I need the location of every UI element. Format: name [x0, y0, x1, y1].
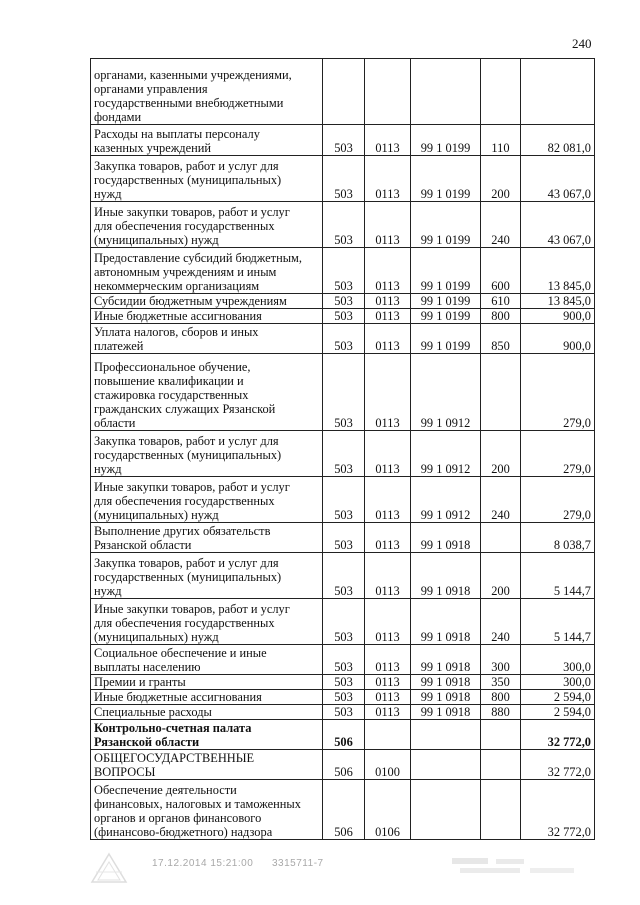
- row-vr: 800: [481, 309, 521, 324]
- row-cs: 99 1 0918: [411, 553, 481, 599]
- row-vr: [481, 354, 521, 431]
- row-vr: 240: [481, 599, 521, 645]
- row-name: Иные закупки товаров, работ и услуг для обеспечения государственных (муниципальных) нужд: [91, 599, 323, 645]
- row-vr: 200: [481, 431, 521, 477]
- row-vr: 240: [481, 202, 521, 248]
- stamp-icon: [88, 852, 130, 886]
- row-name: Обеспечение деятельности финансовых, налоговых и таможенных органов и органов финансового (финансово-бюджетного) надзора: [91, 780, 323, 840]
- table-row: [91, 599, 595, 645]
- table-row: [91, 720, 595, 750]
- row-rz: 0113: [365, 599, 411, 645]
- row-cs: [411, 720, 481, 750]
- row-cs: 99 1 0918: [411, 599, 481, 645]
- row-gr: 503: [323, 248, 365, 294]
- row-rz: 0113: [365, 645, 411, 675]
- table-row: [91, 690, 595, 705]
- row-cs: 99 1 0199: [411, 294, 481, 309]
- row-cs: 99 1 0199: [411, 324, 481, 354]
- row-name: Профессиональное обучение, повышение квалификации и стажировка государственных гражданских служащих Рязанской области: [91, 354, 323, 431]
- row-gr: 503: [323, 705, 365, 720]
- row-sum: 32 772,0: [521, 720, 595, 750]
- row-sum: 5 144,7: [521, 553, 595, 599]
- row-vr: 110: [481, 125, 521, 156]
- row-name: Иные закупки товаров, работ и услуг для обеспечения государственных (муниципальных) нужд: [91, 202, 323, 248]
- row-sum: 300,0: [521, 675, 595, 690]
- row-name: Премии и гранты: [91, 675, 323, 690]
- row-cs: [411, 750, 481, 780]
- row-name: Предоставление субсидий бюджетным, автономным учреждениям и иным некоммерческим организациям: [91, 248, 323, 294]
- row-name: Закупка товаров, работ и услуг для государственных (муниципальных) нужд: [91, 431, 323, 477]
- row-vr: 610: [481, 294, 521, 309]
- row-gr: 506: [323, 780, 365, 840]
- row-name: Расходы на выплаты персоналу казенных учреждений: [91, 125, 323, 156]
- row-gr: [323, 59, 365, 125]
- row-cs: 99 1 0918: [411, 690, 481, 705]
- table-row: [91, 156, 595, 202]
- row-vr: 200: [481, 553, 521, 599]
- row-cs: 99 1 0918: [411, 645, 481, 675]
- row-gr: 503: [323, 690, 365, 705]
- row-sum: 32 772,0: [521, 780, 595, 840]
- table-row: [91, 59, 595, 125]
- row-vr: [481, 523, 521, 553]
- row-rz: 0113: [365, 523, 411, 553]
- row-cs: 99 1 0199: [411, 156, 481, 202]
- row-rz: 0113: [365, 156, 411, 202]
- row-name: Субсидии бюджетным учреждениям: [91, 294, 323, 309]
- row-gr: 503: [323, 156, 365, 202]
- row-name: Иные закупки товаров, работ и услуг для обеспечения государственных (муниципальных) нужд: [91, 477, 323, 523]
- row-name: Закупка товаров, работ и услуг для государственных (муниципальных) нужд: [91, 553, 323, 599]
- row-cs: [411, 780, 481, 840]
- table-row: [91, 705, 595, 720]
- row-sum: 82 081,0: [521, 125, 595, 156]
- table-row: [91, 523, 595, 553]
- row-gr: 503: [323, 599, 365, 645]
- row-rz: 0113: [365, 431, 411, 477]
- table-row: [91, 675, 595, 690]
- row-sum: 279,0: [521, 354, 595, 431]
- row-name: ОБЩЕГОСУДАРСТВЕННЫЕ ВОПРОСЫ: [91, 750, 323, 780]
- row-sum: 43 067,0: [521, 202, 595, 248]
- row-cs: 99 1 0918: [411, 675, 481, 690]
- row-rz: 0100: [365, 750, 411, 780]
- row-sum: 13 845,0: [521, 248, 595, 294]
- row-gr: 503: [323, 645, 365, 675]
- row-gr: 506: [323, 720, 365, 750]
- row-vr: 880: [481, 705, 521, 720]
- table-row: [91, 125, 595, 156]
- row-gr: 503: [323, 553, 365, 599]
- row-rz: 0113: [365, 324, 411, 354]
- table-row: [91, 553, 595, 599]
- table-row: [91, 309, 595, 324]
- row-sum: 300,0: [521, 645, 595, 675]
- row-rz: 0113: [365, 477, 411, 523]
- row-gr: 503: [323, 125, 365, 156]
- row-sum: [521, 59, 595, 125]
- row-cs: 99 1 0918: [411, 523, 481, 553]
- row-name: Иные бюджетные ассигнования: [91, 690, 323, 705]
- row-cs: 99 1 0912: [411, 354, 481, 431]
- page-number: 240: [572, 36, 592, 51]
- row-name: Выполнение других обязательств Рязанской области: [91, 523, 323, 553]
- table-row: [91, 324, 595, 354]
- row-vr: 800: [481, 690, 521, 705]
- row-rz: 0113: [365, 202, 411, 248]
- budget-table-body: [91, 59, 595, 840]
- row-cs: 99 1 0912: [411, 431, 481, 477]
- row-sum: 32 772,0: [521, 750, 595, 780]
- row-gr: 503: [323, 309, 365, 324]
- row-name: Закупка товаров, работ и услуг для государственных (муниципальных) нужд: [91, 156, 323, 202]
- row-sum: 5 144,7: [521, 599, 595, 645]
- row-vr: [481, 720, 521, 750]
- row-name: Уплата налогов, сборов и иных платежей: [91, 324, 323, 354]
- row-rz: [365, 720, 411, 750]
- row-rz: 0113: [365, 675, 411, 690]
- table-row: [91, 248, 595, 294]
- row-name: Иные бюджетные ассигнования: [91, 309, 323, 324]
- row-cs: 99 1 0199: [411, 309, 481, 324]
- row-cs: 99 1 0199: [411, 248, 481, 294]
- row-gr: 503: [323, 431, 365, 477]
- row-sum: 2 594,0: [521, 690, 595, 705]
- row-gr: 503: [323, 324, 365, 354]
- row-name: Контрольно-счетная палата Рязанской области: [91, 720, 323, 750]
- row-rz: [365, 59, 411, 125]
- row-vr: 350: [481, 675, 521, 690]
- scan-smudge-icon: [450, 856, 580, 876]
- row-sum: 900,0: [521, 309, 595, 324]
- row-rz: 0113: [365, 309, 411, 324]
- row-vr: 240: [481, 477, 521, 523]
- table-row: [91, 477, 595, 523]
- row-rz: 0113: [365, 125, 411, 156]
- table-row: [91, 750, 595, 780]
- row-rz: 0113: [365, 294, 411, 309]
- table-row: [91, 202, 595, 248]
- table-row: [91, 431, 595, 477]
- row-name: Социальное обеспечение и иные выплаты населению: [91, 645, 323, 675]
- row-gr: 503: [323, 523, 365, 553]
- row-gr: 503: [323, 477, 365, 523]
- row-rz: 0113: [365, 354, 411, 431]
- row-cs: 99 1 0199: [411, 202, 481, 248]
- row-vr: 200: [481, 156, 521, 202]
- row-rz: 0106: [365, 780, 411, 840]
- row-sum: 2 594,0: [521, 705, 595, 720]
- row-name: органами, казенными учреждениями, органами управления государственными внебюджетными фондами: [91, 59, 323, 125]
- row-vr: 600: [481, 248, 521, 294]
- row-gr: 503: [323, 294, 365, 309]
- row-cs: 99 1 0918: [411, 705, 481, 720]
- row-gr: 503: [323, 675, 365, 690]
- row-sum: 43 067,0: [521, 156, 595, 202]
- row-cs: [411, 59, 481, 125]
- row-rz: 0113: [365, 705, 411, 720]
- row-vr: 300: [481, 645, 521, 675]
- row-sum: 13 845,0: [521, 294, 595, 309]
- row-rz: 0113: [365, 690, 411, 705]
- row-name: Специальные расходы: [91, 705, 323, 720]
- row-gr: 506: [323, 750, 365, 780]
- row-sum: 279,0: [521, 477, 595, 523]
- row-vr: [481, 780, 521, 840]
- footer-doc-id: 3315711-7: [272, 858, 324, 869]
- table-row: [91, 354, 595, 431]
- footer-timestamp: 17.12.2014 15:21:00: [152, 858, 254, 869]
- row-cs: 99 1 0912: [411, 477, 481, 523]
- table-row: [91, 645, 595, 675]
- row-vr: [481, 59, 521, 125]
- table-row: [91, 294, 595, 309]
- row-vr: [481, 750, 521, 780]
- row-rz: 0113: [365, 248, 411, 294]
- row-sum: 279,0: [521, 431, 595, 477]
- budget-table: [90, 58, 595, 840]
- row-gr: 503: [323, 354, 365, 431]
- row-cs: 99 1 0199: [411, 125, 481, 156]
- row-vr: 850: [481, 324, 521, 354]
- row-rz: 0113: [365, 553, 411, 599]
- row-sum: 900,0: [521, 324, 595, 354]
- row-sum: 8 038,7: [521, 523, 595, 553]
- row-gr: 503: [323, 202, 365, 248]
- table-row: [91, 780, 595, 840]
